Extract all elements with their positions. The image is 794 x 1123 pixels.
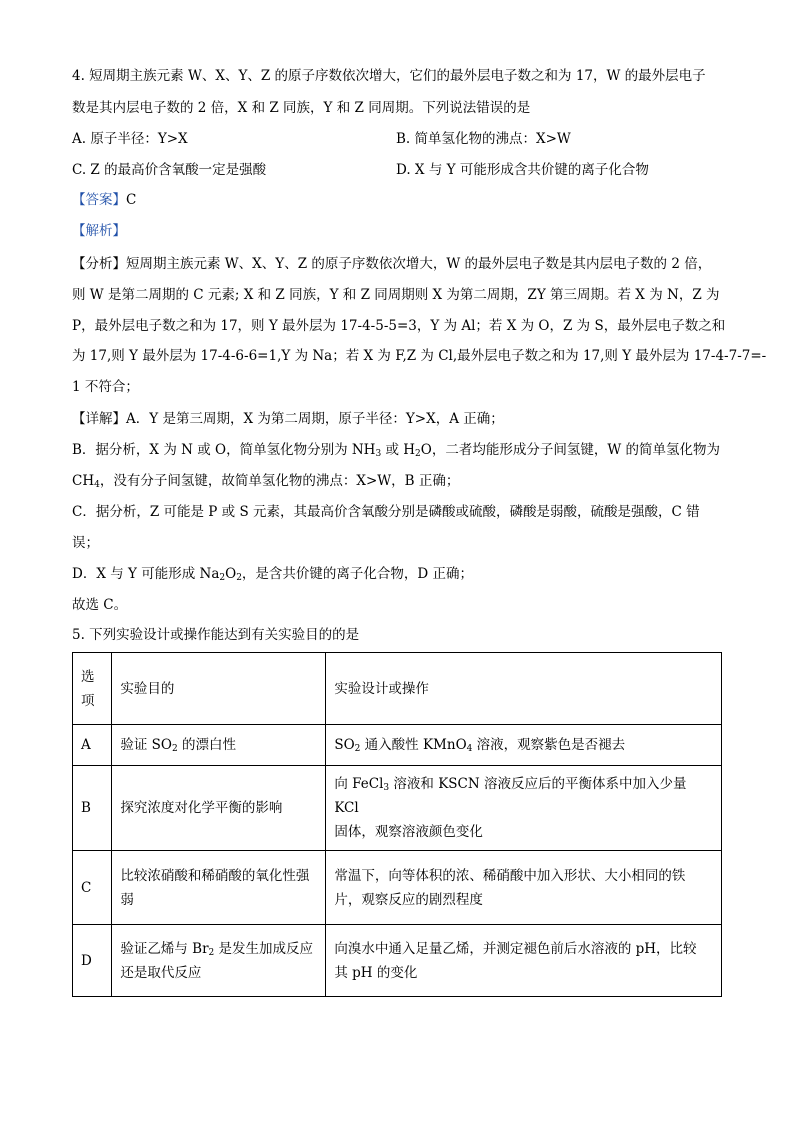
conclusion: 故选 C。 (72, 597, 128, 613)
q4-option-c: C. Z 的最高价含氧酸一定是强酸 (72, 162, 267, 178)
row-c-option: C (73, 851, 112, 925)
row-d-design: 向溴水中通入足量乙烯，并测定褪色前后水溶液的 pH，比较 其 pH 的变化 (326, 925, 722, 997)
q5-stem: 5. 下列实验设计或操作能达到有关实验目的的是 (72, 627, 360, 643)
detail-b-line-1: B．据分析，X 为 N 或 O，简单氢化物分别为 $NH_3$ 或 $H_2O$，二者均能形成分子间氢键，W 的简单氢化物为 (72, 442, 721, 459)
row-a-option: A (73, 725, 112, 766)
fenxi-line-5: 1 不符合； (72, 379, 139, 395)
detail-b-line-2: $CH_4$，没有分子间氢键，故简单氢化物的沸点：X>W，B 正确； (72, 473, 460, 490)
table-row (73, 851, 722, 925)
fenxi-line-4: 为 17,则 Y 最外层为 17-4-6-6=1,Y 为 Na；若 X 为 F,Z 为 Cl,最外层电子数之和为 17,则 Y 最外层为 17-4-7-7=- (72, 348, 767, 364)
answer-tag: 【答案】 (72, 192, 126, 208)
fenxi-line-3: P，最外层电子数之和为 17，则 Y 最外层为 17-4-5-5=3，Y 为 Al；若 X 为 O，Z 为 S，最外层电子数之和 (72, 318, 726, 334)
q4-option-d: D. X 与 Y 可能形成含共价键的离子化合物 (396, 162, 649, 178)
header-design: 实验设计或操作 (326, 653, 722, 725)
detail-c-line-2: 误； (72, 535, 99, 551)
analysis-tag: 【解析】 (72, 223, 126, 239)
answer-line (72, 190, 136, 210)
table-row (73, 925, 722, 997)
q4-stem-line-1: 4. 短周期主族元素 W、X、Y、Z 的原子序数依次增大，它们的最外层电子数之和为 17，W 的最外层电子 (72, 68, 706, 84)
table-row (73, 725, 722, 766)
row-b-purpose: 探究浓度对化学平衡的影响 (112, 766, 326, 851)
table-header-row (73, 653, 722, 725)
row-d-option: D (73, 925, 112, 997)
row-c-purpose: 比较浓硝酸和稀硝酸的氧化性强 弱 (112, 851, 326, 925)
fenxi-line-2: 则 W 是第二周期的 C 元素; X 和 Z 同族，Y 和 Z 同周期则 X 为第二周期，ZY 第三周期。若 X 为 N，Z 为 (72, 287, 720, 303)
q4-option-a: A. 原子半径：Y>X (72, 131, 188, 147)
row-d-purpose: 验证乙烯与 $Br_2$ 是发生加成反应 还是取代反应 (112, 925, 326, 997)
detail-a: 【详解】A．Y 是第三周期，X 为第二周期，原子半径：Y>X，A 正确； (72, 411, 504, 427)
header-option: 选 项 (73, 653, 112, 725)
q4-option-b: B. 简单氢化物的沸点：X>W (396, 131, 571, 147)
answer-value: C (126, 192, 137, 208)
experiment-table (72, 652, 722, 997)
detail-d: D．X 与 Y 可能形成 $Na_2O_2$，是含共价键的离子化合物，D 正确； (72, 566, 474, 583)
header-purpose: 实验目的 (112, 653, 326, 725)
table-row (73, 766, 722, 851)
row-a-design: $SO_2$ 通入酸性 KMnO$_4$ 溶液，观察紫色是否褪去 (326, 725, 722, 766)
fenxi-line-1: 【分析】短周期主族元素 W、X、Y、Z 的原子序数依次增大，W 的最外层电子数是其内层电子数的 2 倍， (72, 256, 712, 272)
row-b-option: B (73, 766, 112, 851)
detail-c-line-1: C．据分析，Z 可能是 P 或 S 元素，其最高价含氧酸分别是磷酸或硫酸，磷酸是弱酸，硫酸是强酸，C 错 (72, 504, 700, 520)
row-a-purpose: 验证 $SO_2$ 的漂白性 (112, 725, 326, 766)
q4-stem-line-2: 数是其内层电子数的 2 倍，X 和 Z 同族，Y 和 Z 同周期。下列说法错误的是 (72, 100, 531, 116)
row-b-design: 向 FeCl$_3$ 溶液和 KSCN 溶液反应后的平衡体系中加入少量 KCl 固体，观察溶液颜色变化 (326, 766, 722, 851)
row-c-design: 常温下，向等体积的浓、稀硝酸中加入形状、大小相同的铁 片，观察反应的剧烈程度 (326, 851, 722, 925)
